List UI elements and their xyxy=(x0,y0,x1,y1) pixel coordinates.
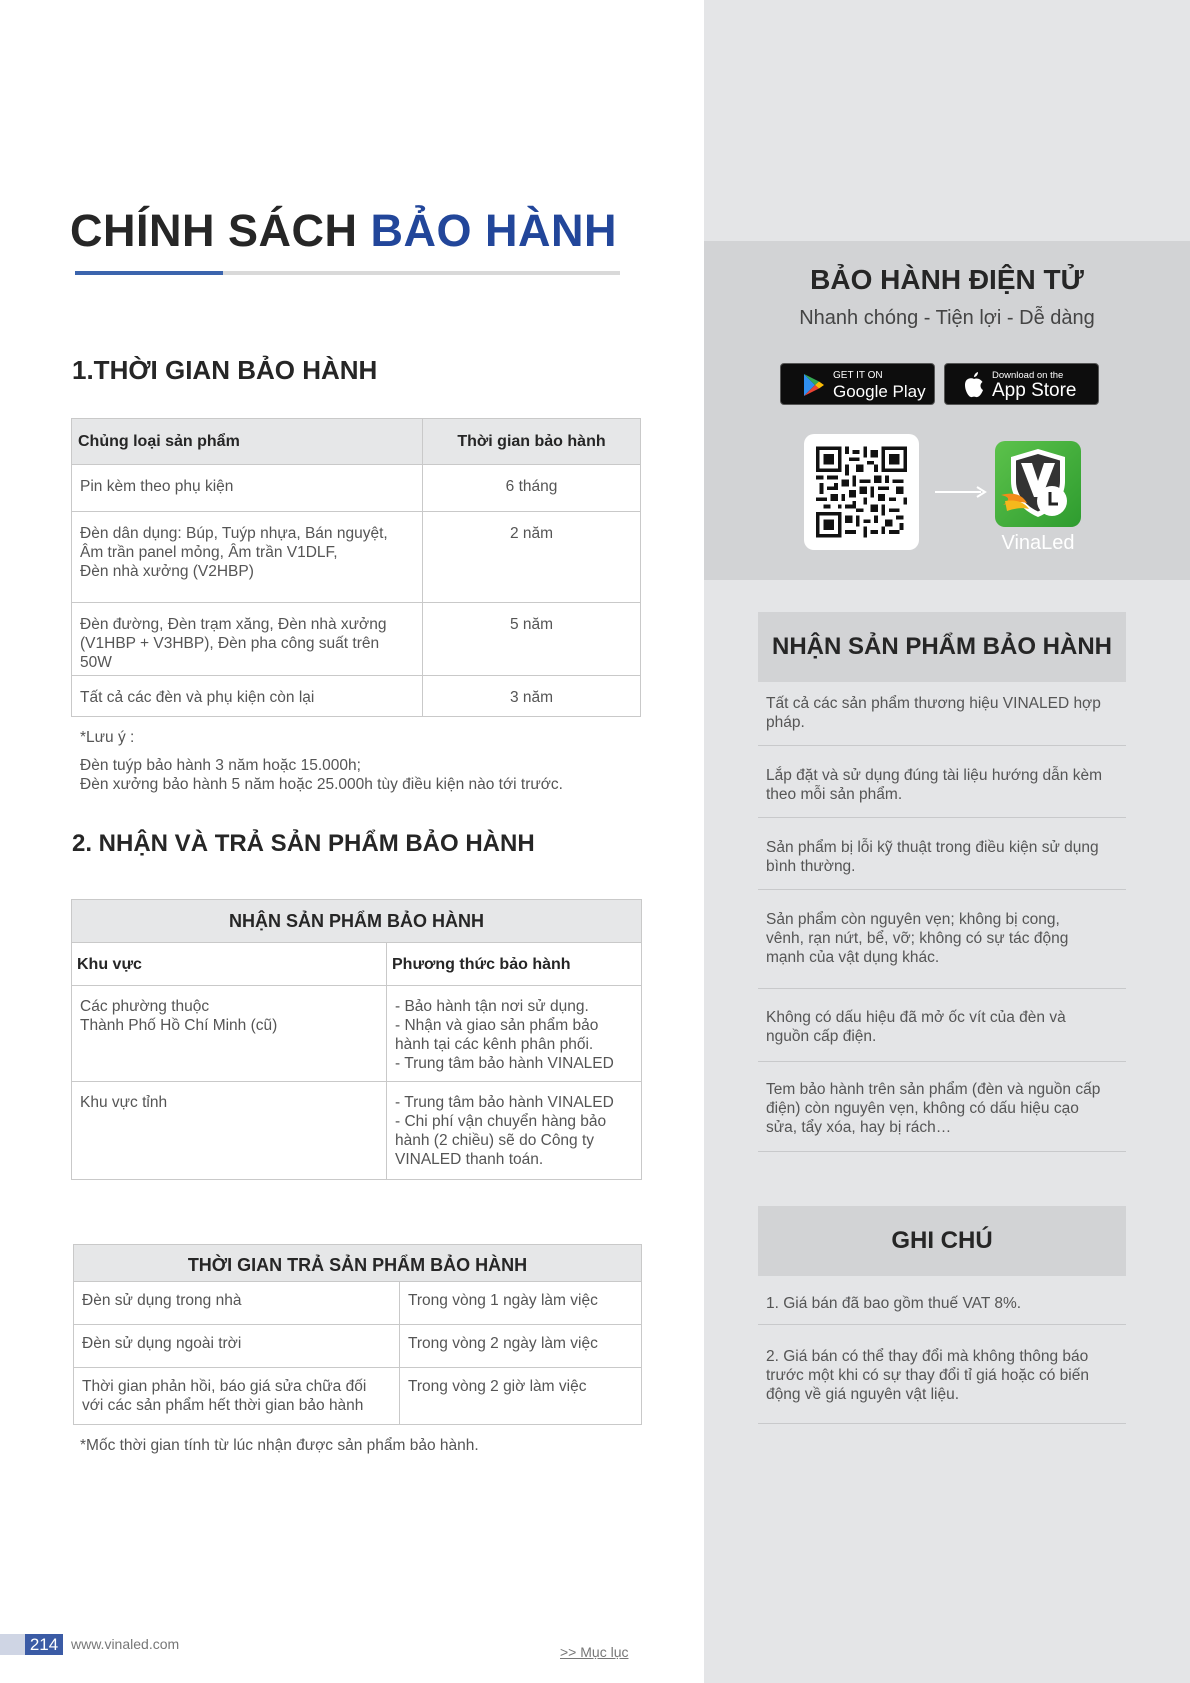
item-line: trước một khi có sự thay đổi tỉ giá hoặc có biến xyxy=(766,1367,1089,1384)
cell-line: Thời gian phản hồi, báo giá sửa chữa đối xyxy=(82,1378,367,1395)
receive-conditions-heading: NHẬN SẢN PHẨM BẢO HÀNH xyxy=(758,612,1126,682)
item-line: điện) còn nguyên vẹn, không có dấu hiệu cạo xyxy=(766,1100,1079,1117)
receive-warranty-table xyxy=(71,899,642,1180)
website-url: www.vinaled.com xyxy=(71,1636,180,1652)
item-line: 2. Giá bán có thể thay đổi mà không thông báo xyxy=(766,1348,1089,1365)
item-line: Tem bảo hành trên sản phẩm (đèn và nguồn cấp xyxy=(766,1081,1101,1098)
notes-heading: GHI CHÚ xyxy=(758,1206,1126,1276)
section-2-heading: 2. NHẬN VÀ TRẢ SẢN PHẨM BẢO HÀNH xyxy=(72,830,535,857)
condition-item xyxy=(758,1008,1126,1062)
e-warranty-title: BẢO HÀNH ĐIỆN TỬ xyxy=(810,264,1084,295)
table-caption-row xyxy=(74,1245,642,1282)
title-underline xyxy=(75,271,620,275)
shield-clock-icon xyxy=(995,441,1081,527)
cell-line: Đèn nhà xưởng (V2HBP) xyxy=(80,563,254,580)
table-row xyxy=(72,512,641,603)
note-line: Đèn xưởng bảo hành 5 năm hoặc 25.000h tùy điều kiện nào tới trước. xyxy=(80,776,563,793)
cell-line: - Nhận và giao sản phẩm bảo xyxy=(395,1017,599,1034)
table-row xyxy=(72,465,641,512)
item-line: Không có dấu hiệu đã mở ốc vít của đèn và xyxy=(766,1009,1066,1026)
google-play-button[interactable] xyxy=(780,363,935,405)
table-header-row xyxy=(72,943,642,986)
app-store-label: App Store xyxy=(992,380,1077,401)
method-cell xyxy=(387,986,642,1082)
table-caption: THỜI GIAN TRẢ SẢN PHẨM BẢO HÀNH xyxy=(74,1245,642,1282)
qr-code-card[interactable] xyxy=(804,434,919,550)
cell-line: Thành Phố Hồ Chí Minh (cũ) xyxy=(80,1017,278,1034)
table-row xyxy=(72,676,641,717)
product-cell xyxy=(72,512,423,603)
return-time-table xyxy=(73,1244,642,1425)
item-line: mạnh của vật dụng khác. xyxy=(766,949,940,966)
cell-line: hành (2 chiều) sẽ do Công ty xyxy=(395,1132,595,1149)
warranty-period-table xyxy=(71,418,641,717)
time-cell: Trong vòng 2 giờ làm việc xyxy=(400,1368,642,1425)
product-cell: Pin kèm theo phụ kiện xyxy=(72,465,423,512)
item-line: Lắp đặt và sử dụng đúng tài liệu hướng dẫn kèm xyxy=(766,767,1102,784)
table-row xyxy=(74,1368,642,1425)
title-part-2: BẢO HÀNH xyxy=(370,205,618,256)
column-header: Chủng loại sản phẩm xyxy=(72,419,423,465)
product-cell xyxy=(72,603,423,676)
google-play-icon xyxy=(803,373,825,397)
item-line: Tất cả các sản phẩm thương hiệu VINALED hợp xyxy=(766,695,1101,712)
cell-line: (V1HBP + V3HBP), Đèn pha công suất trên 50W xyxy=(80,635,380,671)
condition-item xyxy=(758,1080,1126,1152)
period-cell: 3 năm xyxy=(423,676,641,717)
note-text xyxy=(80,756,563,794)
time-cell: Trong vòng 1 ngày làm việc xyxy=(400,1282,642,1325)
item-line: Sản phẩm bị lỗi kỹ thuật trong điều kiện sử dụng xyxy=(766,839,1099,856)
table-row xyxy=(72,1082,642,1180)
note-line: Đèn tuýp bảo hành 3 năm hoặc 15.000h; xyxy=(80,757,361,774)
cell-line: Khu vực tỉnh xyxy=(80,1094,168,1111)
cell-line: - Trung tâm bảo hành VINALED xyxy=(395,1055,614,1072)
cell-line: Đèn đường, Đèn trạm xăng, Đèn nhà xưởng xyxy=(80,616,387,633)
item-cell xyxy=(74,1368,400,1425)
condition-item xyxy=(758,766,1126,818)
item-line: pháp. xyxy=(766,714,805,731)
table-row xyxy=(72,603,641,676)
item-line: vênh, rạn nứt, bể, vỡ; không có sự tác động xyxy=(766,930,1069,947)
vinaled-app-icon[interactable] xyxy=(995,441,1081,527)
app-name-label: VinaLed xyxy=(1001,532,1075,554)
note-item xyxy=(758,1294,1126,1325)
cell-line: với các sản phẩm hết thời gian bảo hành xyxy=(82,1397,364,1414)
cell-line: VINALED thanh toán. xyxy=(395,1151,544,1168)
arrow-right-icon xyxy=(935,486,987,498)
item-line: sửa, tẩy xóa, hay bị rách… xyxy=(766,1119,952,1136)
page-title xyxy=(70,205,617,257)
note-label: *Lưu ý : xyxy=(80,729,135,746)
cell-line: - Trung tâm bảo hành VINALED xyxy=(395,1094,614,1111)
item-line: Sản phẩm còn nguyên vẹn; không bị cong, xyxy=(766,911,1060,928)
title-part-1: CHÍNH SÁCH xyxy=(70,205,371,256)
table-row xyxy=(74,1325,642,1368)
table-caption-row xyxy=(72,900,642,943)
period-cell: 2 năm xyxy=(423,512,641,603)
apple-icon xyxy=(962,371,986,399)
section-1-heading: 1.THỜI GIAN BẢO HÀNH xyxy=(72,355,378,385)
note-item xyxy=(758,1347,1126,1424)
item-line: nguồn cấp điện. xyxy=(766,1028,877,1045)
period-cell: 6 tháng xyxy=(423,465,641,512)
area-cell xyxy=(72,986,387,1082)
cell-line: Các phường thuộc xyxy=(80,998,210,1015)
table-header-row xyxy=(72,419,641,465)
table-row xyxy=(74,1282,642,1325)
period-cell: 5 năm xyxy=(423,603,641,676)
app-store-button[interactable] xyxy=(944,363,1099,405)
product-cell: Tất cả các đèn và phụ kiện còn lại xyxy=(72,676,423,717)
return-footnote: *Mốc thời gian tính từ lúc nhận được sản phẩm bảo hành. xyxy=(80,1437,479,1454)
area-cell xyxy=(72,1082,387,1180)
item-line: 1. Giá bán đã bao gồm thuế VAT 8%. xyxy=(766,1295,1022,1312)
cell-line: - Chi phí vận chuyển hàng bảo xyxy=(395,1113,607,1130)
qr-code-icon xyxy=(816,446,907,538)
cell-line: - Bảo hành tận nơi sử dụng. xyxy=(395,998,589,1015)
page-number: 214 xyxy=(25,1634,63,1655)
table-caption: NHẬN SẢN PHẨM BẢO HÀNH xyxy=(72,900,642,943)
method-cell xyxy=(387,1082,642,1180)
column-header: Thời gian bảo hành xyxy=(423,419,641,465)
time-cell: Trong vòng 2 ngày làm việc xyxy=(400,1325,642,1368)
table-of-contents-link[interactable]: >> Mục lục xyxy=(560,1644,629,1660)
title-underline-accent xyxy=(75,271,223,275)
column-header: Khu vực xyxy=(72,943,387,986)
app-store-small-label: Download on the xyxy=(992,370,1064,381)
item-cell: Đèn sử dụng trong nhà xyxy=(74,1282,400,1325)
footer-accent-bar xyxy=(0,1634,25,1655)
cell-line: Đèn dân dụng: Búp, Tuýp nhựa, Bán nguyệt, xyxy=(80,525,388,542)
item-line: động về giá nguyên vật liệu. xyxy=(766,1386,960,1403)
item-line: bình thường. xyxy=(766,858,856,875)
item-line: theo mỗi sản phẩm. xyxy=(766,786,903,803)
google-play-label: Google Play xyxy=(833,382,926,401)
condition-item xyxy=(758,694,1126,746)
item-cell: Đèn sử dụng ngoài trời xyxy=(74,1325,400,1368)
table-row xyxy=(72,986,642,1082)
google-play-small-label: GET IT ON xyxy=(833,370,883,381)
condition-item xyxy=(758,838,1126,890)
cell-line: Âm trần panel mỏng, Âm trần V1DLF, xyxy=(80,544,338,561)
cell-line: hành tại các kênh phân phối. xyxy=(395,1036,594,1053)
e-warranty-subtitle: Nhanh chóng - Tiện lợi - Dễ dàng xyxy=(799,307,1095,329)
column-header: Phương thức bảo hành xyxy=(387,943,642,986)
condition-item xyxy=(758,910,1126,989)
